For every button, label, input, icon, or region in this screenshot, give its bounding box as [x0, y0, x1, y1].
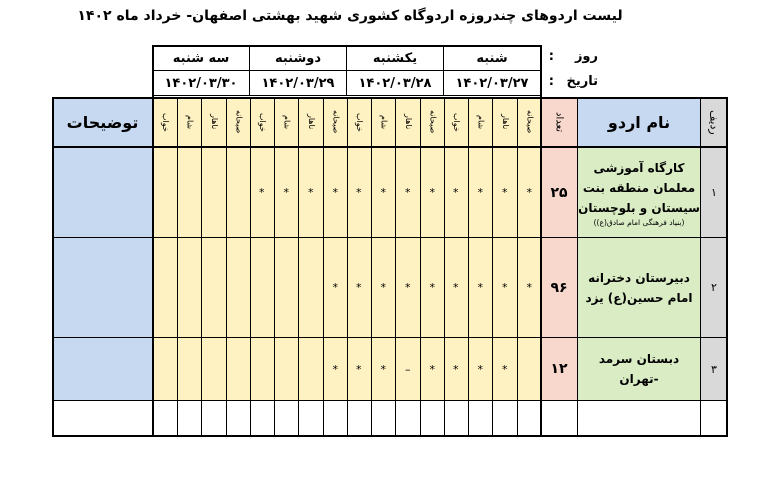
row-number: ۳: [700, 337, 728, 401]
day-header: یکشنبه: [346, 45, 444, 71]
schedule-mark: *: [492, 337, 518, 401]
schedule-mark: [152, 237, 178, 338]
empty-cell: [274, 400, 300, 437]
meal-subheader: [152, 97, 178, 147]
schedule-mark: *: [298, 147, 324, 238]
schedule-mark: –: [395, 337, 421, 401]
meal-label: ناهار: [209, 114, 219, 130]
empty-cell: [492, 400, 518, 437]
schedule-mark: [201, 147, 227, 238]
schedule-mark: [298, 337, 324, 401]
schedule-mark: *: [492, 237, 518, 338]
meal-subheader: [492, 97, 518, 147]
camp-name-text: [578, 349, 700, 389]
camp-name-line: امام حسین(ع) یزد: [585, 290, 693, 305]
empty-cell: [420, 400, 446, 437]
camp-name-line: دبستان سرمد -تهران: [598, 352, 680, 386]
schedule-mark: *: [468, 237, 494, 338]
camp-name-header: نام اردو: [577, 97, 701, 147]
meal-subheader: [517, 97, 543, 147]
empty-cell: [371, 400, 397, 437]
meal-subheader: [468, 97, 494, 147]
empty-cell: [201, 400, 227, 437]
schedule-mark: [274, 237, 300, 338]
schedule-mark: *: [274, 147, 300, 238]
empty-cell: [52, 400, 153, 437]
meal-label: خواب: [451, 112, 461, 132]
schedule-mark: *: [492, 147, 518, 238]
page-title: لیست اردوهای چندروزه اردوگاه کشوری شهید بهشتی اصفهان- خرداد ماه ۱۴۰۲: [77, 8, 623, 24]
empty-cell: [443, 400, 469, 437]
meal-label: شام: [185, 114, 195, 130]
meal-subheader: [177, 97, 203, 147]
meal-label: صبحانه: [234, 110, 244, 134]
empty-cell: [395, 400, 421, 437]
notes-cell: [52, 147, 153, 238]
meal-subheader: [226, 97, 252, 147]
meal-label: صبحانه: [525, 110, 535, 134]
meal-label: ناهار: [403, 114, 413, 130]
schedule-mark: [226, 237, 252, 338]
schedule-mark: *: [468, 337, 494, 401]
meal-label: خواب: [257, 112, 267, 132]
empty-cell: [226, 400, 252, 437]
schedule-mark: *: [468, 147, 494, 238]
schedule-mark: [177, 237, 203, 338]
participant-count: ۲۵: [540, 147, 578, 238]
meal-label: شام: [476, 114, 486, 130]
row-number: ۲: [700, 237, 728, 338]
camp-name-line: دبیرستان دخترانه: [588, 270, 690, 285]
meal-subheader: [420, 97, 446, 147]
schedule-mark: [226, 337, 252, 401]
schedule-mark: [201, 337, 227, 401]
schedule-mark: *: [517, 147, 543, 238]
schedule-mark: *: [346, 147, 372, 238]
meal-subheader: [443, 97, 469, 147]
notes-cell: [52, 337, 153, 401]
schedule-mark: [249, 237, 275, 338]
meal-label: ناهار: [306, 114, 316, 130]
day-header: شنبه: [443, 45, 541, 71]
meal-subheader: [395, 97, 421, 147]
schedule-mark: [177, 337, 203, 401]
camp-name-line: کارگاه آموزشی: [593, 160, 685, 175]
schedule-mark: *: [420, 237, 446, 338]
empty-cell: [177, 400, 203, 437]
camp-name: [577, 237, 701, 338]
meal-label: خواب: [354, 112, 364, 132]
colon-label: :: [548, 74, 554, 89]
schedule-mark: *: [371, 237, 397, 338]
camp-name: [577, 337, 701, 401]
meal-label: شام: [282, 114, 292, 130]
schedule-mark: [201, 237, 227, 338]
schedule-mark: *: [323, 337, 349, 401]
schedule-mark: *: [249, 147, 275, 238]
date-header: ۱۴۰۲/۰۳/۲۹: [249, 70, 347, 96]
schedule-mark: *: [443, 237, 469, 338]
date-header: ۱۴۰۲/۰۳/۲۷: [443, 70, 541, 96]
empty-cell: [298, 400, 324, 437]
schedule-mark: *: [323, 237, 349, 338]
day-row-label: روز: [574, 49, 598, 64]
date-row-label: تاریخ: [566, 74, 598, 89]
schedule-mark: *: [395, 147, 421, 238]
empty-cell: [517, 400, 543, 437]
schedule-mark: *: [443, 337, 469, 401]
day-header: سه شنبه: [152, 45, 250, 71]
participant-count: ۱۲: [540, 337, 578, 401]
schedule-mark: [152, 147, 178, 238]
meal-label: صبحانه: [428, 110, 438, 134]
empty-cell: [700, 400, 728, 437]
meal-subheader: [346, 97, 372, 147]
schedule-mark: *: [395, 237, 421, 338]
schedule-mark: [152, 337, 178, 401]
meal-label: شام: [379, 114, 389, 130]
schedule-mark: *: [371, 337, 397, 401]
date-header: ۱۴۰۲/۰۳/۲۸: [346, 70, 444, 96]
camp-name-text: [578, 158, 700, 228]
schedule-mark: [517, 337, 543, 401]
empty-cell: [346, 400, 372, 437]
empty-cell: [540, 400, 578, 437]
meal-label: صبحانه: [331, 110, 341, 134]
empty-cell: [249, 400, 275, 437]
date-header: ۱۴۰۲/۰۳/۳۰: [152, 70, 250, 96]
empty-cell: [577, 400, 701, 437]
table-divider: [540, 97, 542, 437]
schedule-mark: *: [420, 147, 446, 238]
row-number: ۱: [700, 147, 728, 238]
empty-cell: [468, 400, 494, 437]
row-number-header: ردیف: [700, 97, 728, 147]
camp-name-line: سیستان و بلوچستان: [578, 200, 700, 215]
empty-cell: [323, 400, 349, 437]
schedule-mark: *: [346, 337, 372, 401]
table-divider: [152, 97, 154, 437]
schedule-mark: *: [371, 147, 397, 238]
schedule-mark: [177, 147, 203, 238]
count-header: تعداد: [540, 97, 578, 147]
schedule-mark: *: [517, 237, 543, 338]
camp-name: [577, 147, 701, 238]
schedule-mark: *: [323, 147, 349, 238]
schedule-mark: [274, 337, 300, 401]
camp-name-line: معلمان منطقه بنت: [582, 180, 696, 195]
schedule-mark: [298, 237, 324, 338]
meal-subheader: [201, 97, 227, 147]
meal-subheader: [371, 97, 397, 147]
meal-label: ناهار: [500, 114, 510, 130]
meal-subheader: [274, 97, 300, 147]
camp-sponsor: (بنیاد فرهنگی امام صادق(ع)): [593, 217, 685, 227]
meal-subheader: [323, 97, 349, 147]
meal-label: خواب: [160, 112, 170, 132]
schedule-mark: *: [443, 147, 469, 238]
notes-header: توضیحات: [52, 97, 153, 147]
meal-subheader: [249, 97, 275, 147]
schedule-mark: [226, 147, 252, 238]
camp-name-text: [585, 268, 692, 308]
schedule-mark: *: [420, 337, 446, 401]
notes-cell: [52, 237, 153, 338]
schedule-mark: *: [346, 237, 372, 338]
participant-count: ۹۶: [540, 237, 578, 338]
schedule-mark: [249, 337, 275, 401]
meal-subheader: [298, 97, 324, 147]
empty-cell: [152, 400, 178, 437]
colon-label: :: [548, 49, 554, 64]
day-header: دوشنبه: [249, 45, 347, 71]
